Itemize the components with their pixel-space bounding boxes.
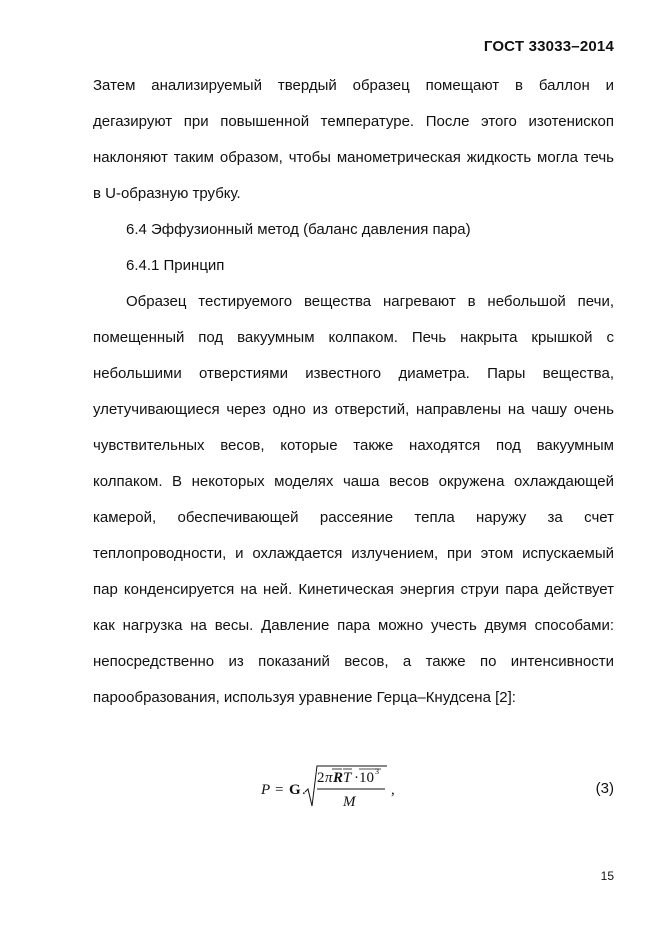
formula-svg [261,758,401,818]
hertz-knudsen-formula [261,758,401,818]
formula-equals: = [275,782,284,798]
formula-lhs: P [261,782,271,798]
equation-row [93,758,614,818]
page-content [93,68,614,716]
formula-num-exp: 3 [375,767,379,776]
formula-num-T: T [343,770,352,786]
equation-number: (3) [595,780,614,797]
formula-trailing-comma: , [391,782,395,798]
formula-num-2: 2 [317,770,325,786]
formula-num-pi: π [325,770,333,786]
paragraph-isoteniscope: Затем анализируемый твердый образец помещают в баллон и дегазируют при повышенной температуре. После этого изотенископ наклоняют таким образом, чтобы манометрическая жидкость могла течь в U-образную трубку. [93,77,614,202]
formula-coef: G [289,782,301,798]
formula-denominator: M [343,794,356,810]
formula-num-10: 10 [359,770,374,786]
page-number: 15 [600,869,614,883]
subsection-heading-6-4-1: 6.4.1 Принцип [126,257,225,274]
formula-num-R: R [333,770,344,786]
document-code: ГОСТ 33033–2014 [483,38,614,55]
section-heading-6-4: 6.4 Эффузионный метод (баланс давления пара) [126,221,471,238]
paragraph-principle: Образец тестируемого вещества нагревают в небольшой печи, помещенный под вакуумным колпаком. Печь накрыта крышкой с небольшими отверстиями известного диаметра. Пары вещества, улетучивающиеся через одно из отверстий, направлены на чашу очень чувствительных весов, которые также находятся под вакуумным колпаком. В некоторых моделях чаша весов окружена охлаждающей камерой, обеспечивающей рассеяние тепла наружу за счет теплопроводности, и охлаждается излучением, при этом испускаемый пар конденсируется на ней. Кинетическая энергия струи пара действует как нагрузка на весы. Давление пара можно учесть двумя способами: непосредственно из показаний весов, а также по интенсивности парообразования, используя уравнение Герца–Кнудсена [2]: [93,293,614,706]
formula-dot: . [302,782,306,798]
formula-num-dot: · [354,770,359,786]
